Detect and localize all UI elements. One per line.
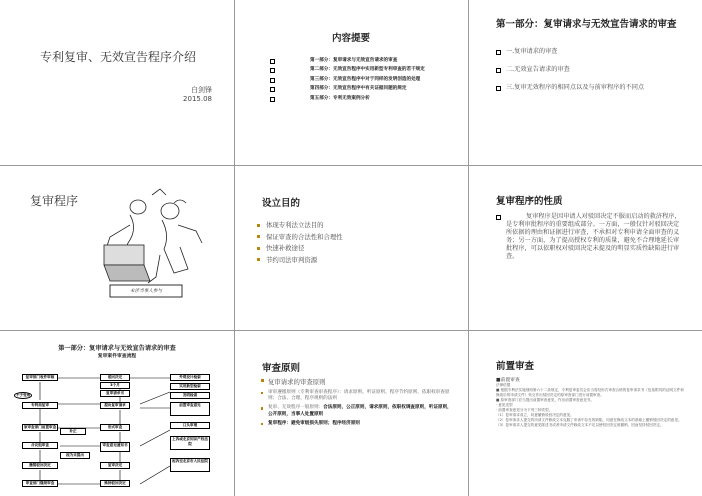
- flow-box: 原审查部门前置审查: [23, 425, 57, 429]
- toc-item: 第三部分：无效宣告程序中对于同样的发明创造的处理: [270, 77, 450, 83]
- bullet-icon: [261, 379, 264, 382]
- text-line: （3）复审请求人提交的意见陈述书或者申请文件修改文本不足以使驳回决定被撤销，因而坚持驳回决定。: [496, 423, 664, 427]
- slide-5[interactable]: [234, 165, 468, 330]
- flow-box: 前置审查意见: [170, 402, 210, 416]
- nature-paragraph: 复审程序是因申请人对驳回决定不服而启动的救济程序，是专利审批程序的重要组成部分。一方面，一般仅针对驳回决定所依据的理由和证据进行审查，不承担对专利申请全面审查的义务；另一方面，为了提高授权专利的质量，避免不合理地延长审批程序，可以依职权对驳回决定未提及的明显实质性缺陷进行审查。: [496, 213, 682, 261]
- toc-item: 第二部分：无效宣告程序中实用新型专利审查的若干规定: [270, 67, 450, 73]
- text-line: （1）复审请求成立，同意撤销驳回决定的意见。: [496, 413, 574, 417]
- flow-box: 审查部门继续审查: [22, 480, 58, 487]
- flow-box: 撤销驳回决定: [22, 462, 58, 469]
- flow-box: 提出复审请求: [100, 402, 130, 409]
- flow-box: 复审请求书: [100, 390, 130, 397]
- toc-item: 第一部分：复审请求与无效宣告请求的审查: [270, 58, 450, 64]
- section-list: [496, 48, 686, 102]
- pre-review-heading: ■前置审查: [496, 378, 520, 383]
- checkbox-icon: [496, 50, 501, 55]
- column-divider: [468, 0, 469, 496]
- slide-2[interactable]: [234, 0, 468, 165]
- checkbox-icon: [496, 68, 501, 73]
- flow-title: 第一部分：复审请求与无效宣告请求的审查: [58, 345, 176, 352]
- cartoon-illustration: [100, 185, 212, 300]
- section-item: 一.复审请求的审查: [496, 48, 686, 56]
- checkbox-icon: [270, 59, 275, 64]
- principle-item: 复审程序：避免审级损失原则；程序经济原则: [260, 421, 456, 427]
- slide-title: 设立目的: [262, 198, 301, 209]
- section-item: 二.无效宣告请求的审查: [496, 66, 686, 74]
- flow-subtitle: 复审案件审查流程: [97, 354, 137, 359]
- slide-3[interactable]: [468, 0, 702, 165]
- flow-box: 审查意见通知书: [100, 442, 130, 452]
- flow-box: 不予受理: [15, 393, 31, 397]
- flow-box: 实用新型检索: [170, 383, 210, 390]
- checkbox-icon: [496, 215, 501, 220]
- checkbox-icon: [270, 68, 275, 73]
- slide-6[interactable]: [468, 165, 702, 330]
- text-line: （2）复审请求人提交的申请文件修改文本克服了申请中存在的缺陷，同意在修改文本的基础上撤销驳回决定的意见。: [496, 418, 682, 422]
- flow-box: 视为未提出: [60, 452, 90, 459]
- slide-title: 内容提要: [331, 33, 370, 44]
- bullet-icon: [257, 247, 260, 250]
- text-line: ■ 原审查部门应当提出前置审查意见，作出前置审查意见书。: [496, 398, 594, 402]
- bullet-icon: [261, 407, 263, 409]
- author-name: 白剑锋: [191, 86, 212, 94]
- slide-9[interactable]: [468, 330, 702, 496]
- principle-item: 审审遵循原则（专利审查审查程序）：请求原则、听证原则、程序节约原则、依职权审查原则；合法、合理、程序规则的法则: [260, 390, 456, 402]
- slide-4[interactable]: [0, 165, 234, 330]
- list-item: 快速补救途径: [256, 244, 446, 252]
- toc-list: [270, 58, 450, 105]
- flow-box: 合议组审查: [22, 442, 58, 449]
- flow-box: 复审部门收件审核: [22, 374, 58, 381]
- checkbox-icon: [270, 78, 275, 83]
- slide-title: 审查原则: [262, 363, 301, 374]
- toc-item: 第四部分：无效宣告程序中有关证据问题的规定: [270, 86, 450, 92]
- flow-box: 形式审查: [100, 424, 130, 431]
- text-line: ■ 根据专利法实施细则第六十二条规定，专利复审委员会应当将经形式审查合格的复审请求书（包括附具的证明文件和修改后的申请文件）转交作出驳回决定的原审查部门进行前置审查。: [496, 388, 684, 397]
- list-item: 体现专利法立法目的: [256, 221, 446, 229]
- flow-box: 专利局复审: [22, 402, 58, 409]
- slide-title: 前置审查: [496, 361, 535, 372]
- row-divider: [0, 330, 702, 331]
- text-line: · 意见类型: [496, 403, 513, 407]
- list-item: 节约司法审判资源: [256, 256, 446, 264]
- bullet-icon: [261, 423, 263, 425]
- principle-content: [260, 377, 456, 430]
- checkbox-icon: [270, 87, 275, 92]
- flow-box: 驳回决定: [100, 374, 130, 381]
- flow-box: 外观设计检索: [170, 374, 210, 381]
- row-divider: [0, 165, 702, 166]
- presentation-date: 2015.08: [183, 95, 212, 103]
- section-item: 三.复审无效程序的相同点以及与前审程序的不同点: [496, 84, 686, 92]
- slide-1[interactable]: [0, 0, 234, 165]
- flow-box: 维持驳回决定: [100, 480, 130, 487]
- presentation-title: 专利复审、无效宣告程序介绍: [40, 50, 197, 64]
- checkbox-icon: [270, 97, 275, 102]
- flow-box: 上诉或北京知识产权法院: [170, 436, 210, 450]
- cartoon-caption: 未涉当事人参与: [129, 289, 163, 294]
- bullet-icon: [257, 258, 260, 261]
- purpose-list: [256, 221, 446, 267]
- flow-box: 复审决定: [100, 462, 130, 469]
- slide-title: 第一部分：复审请求与无效宣告请求的审查: [496, 19, 677, 30]
- bullet-icon: [261, 392, 263, 394]
- principle-heading: 复审请求的审查原则: [260, 377, 456, 386]
- slide-7[interactable]: [0, 330, 234, 496]
- text-line: 法律依据: [496, 383, 511, 387]
- flow-box: 起诉至北京市人民法院: [170, 458, 210, 472]
- slide-title: 复审程序的性质: [496, 196, 563, 207]
- bullet-icon: [257, 235, 260, 238]
- bullet-icon: [257, 224, 260, 227]
- list-item: 保证审查的合法性和合理性: [256, 233, 446, 241]
- toc-item: 第五部分：专利无效案例分析: [270, 96, 450, 102]
- principle-item: 复审、无效程序一般原则：合法原则，公正原则，请求原则，依职权调查原则，听证原则，公开原则，当事人处置原则: [260, 405, 456, 417]
- column-divider: [234, 0, 235, 496]
- flow-box: 3个月: [100, 382, 130, 389]
- text-line: · 前置审查意见分为下列三种类型。: [496, 408, 553, 412]
- flow-box: 发明检索: [170, 392, 210, 399]
- flow-box: 口头审理: [170, 422, 210, 429]
- slide-title: 复审程序: [30, 194, 79, 208]
- pre-review-content: [496, 378, 686, 428]
- flow-box: 补正: [60, 428, 86, 435]
- checkbox-icon: [496, 86, 501, 91]
